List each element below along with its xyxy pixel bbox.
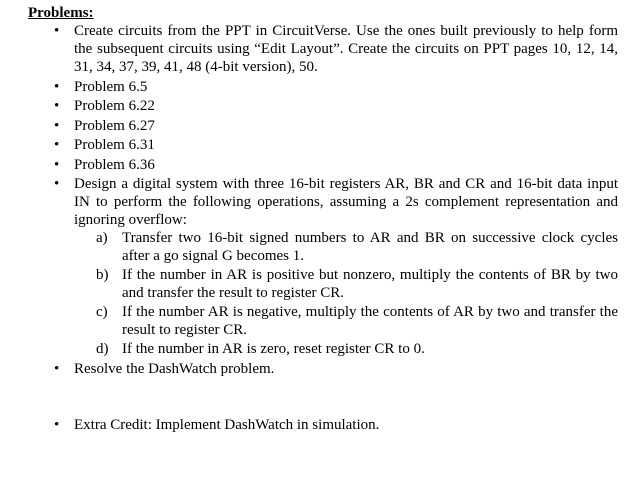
bullet-icon: • [54,117,60,134]
sub-list-item [74,340,618,358]
sub-item-text: If the number in AR is zero, reset register CR to 0. [122,341,425,357]
list-item-text: Problem 6.27 [74,117,155,134]
sub-list-item [74,266,618,302]
sub-list-item [74,303,618,339]
bullet-icon: • [54,176,60,192]
list-item-text: Design a digital system with three 16-bit registers AR, BR and CR and 16-bit data input IN to perform the following operations, assuming a 2s complement representation and ignoring overflow: [74,176,618,228]
sub-item-text: If the number AR is negative, multiply the contents of AR by two and transfer the result to register CR. [122,304,618,338]
list-item [28,156,618,174]
problems-list [28,22,618,436]
sub-item-marker: c) [96,304,108,320]
bullet-icon: • [54,417,60,433]
list-item-text: Resolve the DashWatch problem. [74,360,275,377]
list-spacer [28,379,618,416]
bullet-icon: • [54,23,60,39]
list-item-text: Extra Credit: Implement DashWatch in simulation. [74,417,380,433]
list-item [28,416,618,434]
bullet-icon: • [54,137,60,153]
list-item [28,117,618,135]
list-item-text: Problem 6.36 [74,156,155,173]
list-item [28,22,618,76]
sub-item-marker: a) [96,230,108,246]
list-item [28,360,618,378]
bullet-icon: • [54,78,60,95]
bullet-icon: • [54,360,60,377]
bullet-icon: • [54,156,60,173]
list-item-text: Problem 6.5 [74,78,148,95]
list-item [28,78,618,96]
sub-item-text: Transfer two 16-bit signed numbers to AR and BR on successive clock cycles after a go signal G becomes 1. [122,230,618,264]
sub-list [74,229,618,358]
list-item-text: Create circuits from the PPT in CircuitVerse. Use the ones built previously to help form the subsequent circuits using “Edit Layout”. Create the circuits on PPT pages 10, 12, 14, 31, 34, 37, 39, 41, 48 (4-bit version), 50. [74,23,618,75]
list-item [28,97,618,115]
list-item-text: Problem 6.22 [74,98,155,114]
sub-item-text: If the number in AR is positive but nonzero, multiply the contents of BR by two and transfer the result to register CR. [122,267,618,301]
list-item [28,136,618,154]
sub-item-marker: b) [96,267,109,283]
list-item-text: Problem 6.31 [74,137,155,153]
sub-list-item [74,229,618,265]
sub-item-marker: d) [96,341,109,357]
page-heading: Problems: [28,5,94,21]
bullet-icon: • [54,98,60,114]
list-item [28,175,618,358]
